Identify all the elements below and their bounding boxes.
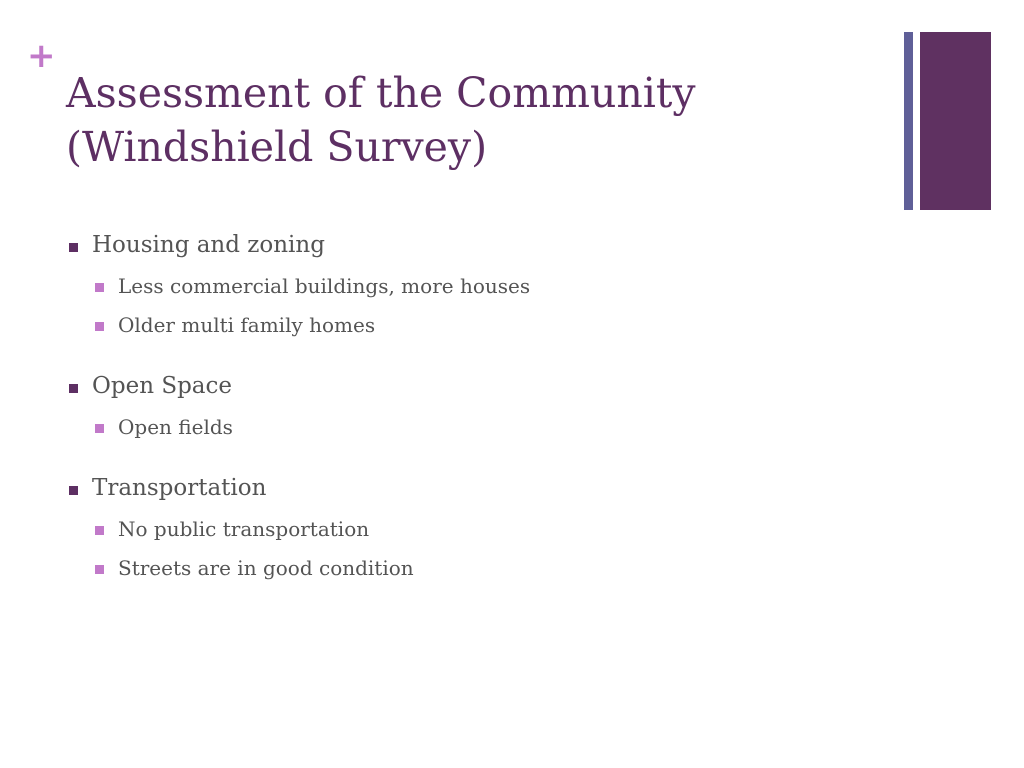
slide-title-line-1: Assessment of the Community — [66, 69, 696, 117]
sub-bullet-text: Streets are in good condition — [118, 556, 414, 580]
square-bullet-icon — [69, 243, 78, 252]
sub-bullet-text: No public transportation — [118, 517, 370, 541]
bullet-item-transportation — [92, 474, 266, 502]
slide-title-line-2: (Windshield Survey) — [66, 123, 488, 171]
sub-bullet-item — [118, 556, 414, 580]
square-bullet-icon — [69, 384, 78, 393]
bullet-text: Housing and zoning — [92, 232, 325, 258]
square-bullet-icon — [95, 526, 104, 535]
sub-bullet-item — [118, 274, 530, 298]
sub-bullet-item — [118, 313, 375, 337]
sub-bullet-item — [118, 415, 233, 439]
bullet-item-open-space — [92, 372, 232, 400]
square-bullet-icon — [95, 565, 104, 574]
square-bullet-icon — [69, 486, 78, 495]
plus-mark-icon: + — [27, 36, 56, 76]
sub-bullet-text: Open fields — [118, 415, 233, 439]
sub-bullet-text: Older multi family homes — [118, 313, 376, 337]
sub-bullet-item — [118, 517, 369, 541]
bullet-text: Open Space — [92, 373, 232, 399]
square-bullet-icon — [95, 424, 104, 433]
bullet-item-housing — [92, 231, 325, 259]
bullet-text: Transportation — [92, 475, 267, 501]
square-bullet-icon — [95, 283, 104, 292]
square-bullet-icon — [95, 322, 104, 331]
sub-bullet-text: Less commercial buildings, more houses — [118, 274, 531, 298]
